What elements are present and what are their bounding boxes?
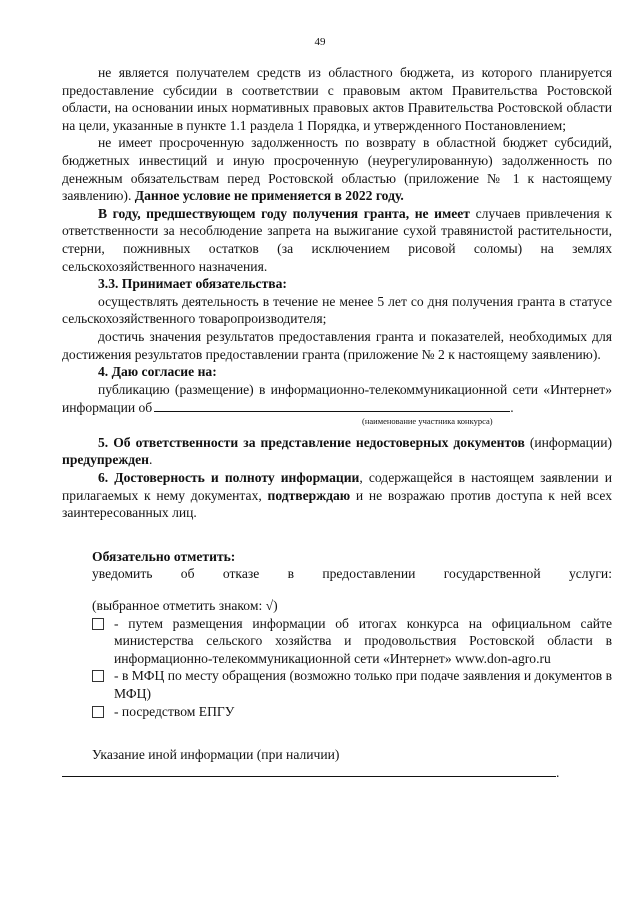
page-number: 49 [314,36,326,48]
paragraph-publication [62,381,612,417]
paragraph-no-debt-text: не имеет просроченную задолженность по возврату в областной бюджет субсидий, бюджетных инвестиций и иную просроченную (неурегулированную) задолженность по денежным обязательствам перед Ростовской областью (приложение № 1 к настоящему заявлению). [62,135,612,204]
section-accuracy-text-end: и не возражаю против доступа к ней всех заинтересованных лиц. [62,487,612,521]
other-info-end: . [556,764,560,780]
section-accuracy-confirm: подтверждаю [267,487,351,503]
option-epgu-label: - посредством ЕПГУ [114,703,235,719]
option-epgu[interactable] [92,703,612,721]
paragraph-no-violations-bold: В году, предшествующем году получения гранта, не имеет [98,205,470,221]
section-accuracy-bold: 6. Достоверность и полноту информации [98,470,360,486]
paragraph-results: достичь значения результатов предоставления гранта и показателей, необходимых для достижения результатов предоставлении гранта (приложение № 2 к настоящему заявлению). [62,328,612,362]
section-responsibility-warned: предупрежден [62,452,149,468]
checkbox-website[interactable] [92,618,104,630]
notice-heading-text: Обязательно отметить: [92,548,236,564]
heading-consent [62,363,612,381]
participant-name-field[interactable] [154,398,510,412]
paragraph-activity: осуществлять деятельность в течение не менее 5 лет со дня получения гранта в статусе сельскохозяйственного товаропроизводителя; [62,293,612,327]
option-website-label: - путем размещения информации об итогах конкурса на официальном сайте министерства сельского хозяйства и продовольствия Ростовской области в информационно-телекоммуникационной сети «Интернет» www.don-agro.ru [114,615,612,666]
section-responsibility [62,434,612,469]
section-responsibility-end: . [148,452,153,468]
select-hint: (выбранное отметить знаком: √) [92,598,278,614]
heading-obligations-text: 3.3. Принимает обязательства: [98,276,287,292]
paragraph-no-violations [62,205,612,275]
paragraph-no-debt-bold: Данное условие не применяется в 2022 году. [134,188,404,204]
section-accuracy [62,469,612,522]
paragraph-publication-text: публикацию (размещение) в информационно-телекоммуникационной сети «Интернет» информации об [62,381,612,416]
spacer [92,583,612,597]
section-responsibility-text: (информации) [529,434,612,450]
heading-obligations [62,275,612,293]
section-accuracy-text: , содержащейся в настоящем заявлении и прилагаемых к нему документах, [62,470,612,503]
checkbox-epgu[interactable] [92,706,104,718]
spacer [62,522,612,548]
other-info-line [62,764,612,782]
notice-section [92,548,612,764]
other-info-field[interactable] [62,764,556,777]
notice-line: уведомить об отказе в предоставлении государственной услуги: [92,566,612,582]
spacer [62,426,612,434]
option-mfc[interactable] [92,667,612,702]
option-website[interactable] [92,615,612,668]
paragraph-publication-end: . [510,400,514,416]
paragraph-no-violations-text: случаев привлечения к ответственности за несоблюдение запрета на выжигание сухой травянистой растительности, стерни, пожнивных остатков (за исключением рисовой соломы) на землях сельскохозяйственного назначения. [62,205,612,274]
other-info-label: Указание иной информации (при наличии) [92,747,340,763]
spacer [92,720,612,746]
checkbox-mfc[interactable] [92,670,104,682]
heading-consent-text: 4. Даю согласие на: [98,364,217,380]
option-mfc-label: - в МФЦ по месту обращения (возможно только при подаче заявления и документов в МФЦ) [114,668,612,701]
section-responsibility-bold: 5. Об ответственности за представление недостоверных документов [98,434,525,450]
participant-name-caption: (наименование участника конкурса) [362,415,493,426]
notice-heading [92,548,612,566]
paragraph-no-debt [62,134,612,204]
document-body [62,64,612,781]
paragraph-not-recipient: не является получателем средств из областного бюджета, из которого планируется предоставление субсидии в соответствии с правовым актом Правительства Ростовской области, на основании иных нормативных правовых актов Правительства Ростовской области на цели, указанные в пункте 1.1 раздела 1 Порядка, и утвержденного Постановлением; [62,65,612,133]
